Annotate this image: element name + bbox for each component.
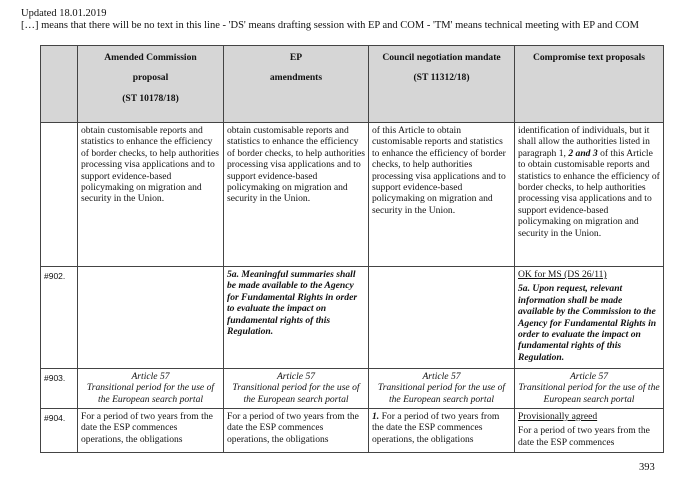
header-compromise: Compromise text proposals: [515, 46, 664, 123]
row-id: #903.: [41, 369, 78, 409]
compromise-cell: Article 57 Transitional period for the use of the European search portal: [515, 369, 664, 409]
four-column-table: [40, 45, 664, 453]
table-row: [41, 409, 664, 453]
ep-cell: For a period of two years from the date the ESP commences operations, the obligations: [224, 409, 369, 453]
ep-cell: Article 57 Transitional period for the use of the European search portal: [224, 369, 369, 409]
row-id: #902.: [41, 267, 78, 369]
row-id: #904.: [41, 409, 78, 453]
ep-cell: obtain customisable reports and statistics to enhance the efficiency of border checks, to help authorities processing visa applications and to support evidence-based policymaking on migration and security in the Union.: [224, 123, 369, 267]
compromise-cell: [515, 409, 664, 453]
commission-cell: For a period of two years from the date the ESP commences operations, the obligations: [78, 409, 224, 453]
council-cell: [369, 267, 515, 369]
table-row: [41, 123, 664, 267]
header-council: Council negotiation mandate (ST 11312/18): [369, 46, 515, 123]
compromise-cell: [515, 267, 664, 369]
table-header-row: [41, 46, 664, 123]
commission-cell: obtain customisable reports and statistics to enhance the efficiency of border checks, to help authorities processing visa applications and to support evidence-based policymaking on migration and security in the Union.: [78, 123, 224, 267]
header-commission: Amended Commission proposal (ST 10178/18): [78, 46, 224, 123]
table-row: [41, 369, 664, 409]
updated-date: Updated 18.01.2019: [21, 8, 107, 19]
compromise-text: 5a. Upon request, relevant information shall be made available by the Commission to the Agency for Fundamental Rights in order to evaluate the impact on fundamental rights of this Regulation.: [518, 283, 657, 363]
page-number: 393: [639, 462, 655, 473]
commission-cell: [78, 267, 224, 369]
commission-cell: Article 57 Transitional period for the use of the European search portal: [78, 369, 224, 409]
ep-cell: 5a. Meaningful summaries shall be made available to the Agency for Fundamental Rights in order to evaluate the impact on fundamental rights of this Regulation.: [224, 267, 369, 369]
table-row: [41, 267, 664, 369]
compromise-text: For a period of two years from the date the ESP commences: [518, 425, 650, 448]
page-header: [21, 8, 639, 32]
council-cell: Article 57 Transitional period for the use of the European search portal: [369, 369, 515, 409]
status-label: OK for MS (DS 26/11): [518, 269, 607, 280]
council-cell: of this Article to obtain customisable reports and statistics to enhance the efficiency of border checks, to help authorities processing visa applications and to support evidence-based policymaking on migration and security in the Union.: [369, 123, 515, 267]
council-cell: 1. For a period of two years from the date the ESP commences operations, the obligations: [369, 409, 515, 453]
header-ep: EP amendments: [224, 46, 369, 123]
status-label: Provisionally agreed: [518, 411, 598, 422]
compromise-cell: identification of individuals, but it shall allow the authorities listed in paragraph 1, 2 and 3 of this Article to obtain customisable reports and statistics to enhance the efficiency of border checks, to help authorities processing visa applications and to support evidence-based policymaking on migration and security in the Union.: [515, 123, 664, 267]
row-id: [41, 123, 78, 267]
header-id-cell: [41, 46, 78, 123]
legend-note: […] means that there will be no text in this line - 'DS' means drafting session with EP and COM - 'TM' means technical meeting with EP and COM: [21, 20, 640, 31]
